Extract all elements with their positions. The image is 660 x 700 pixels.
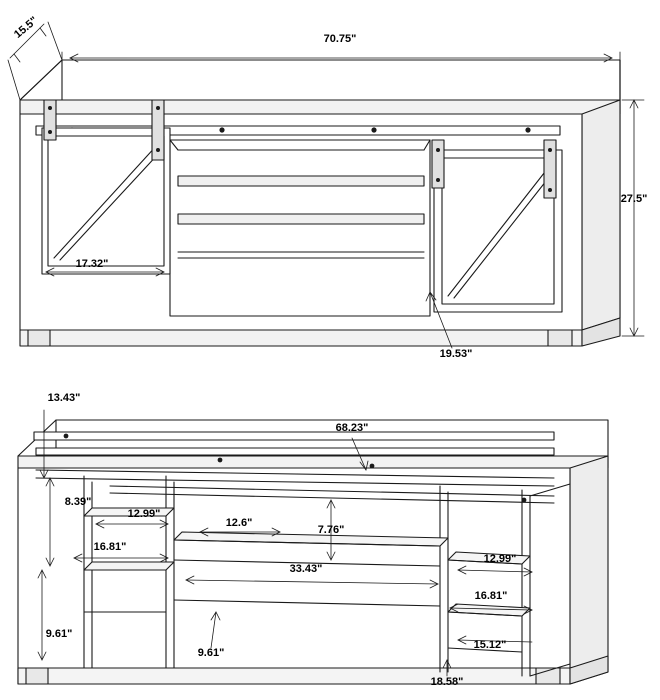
dim-depth: 15.5" <box>12 14 41 41</box>
dim-top-rail-length: 68.23" <box>335 422 369 434</box>
dim-center-bottom-height: 9.61" <box>197 647 225 659</box>
dim-right-lower-shelf-width: 16.81" <box>474 590 508 602</box>
dim-left-upper-shelf-height: 8.39" <box>64 496 92 508</box>
dim-center-opening-width: 19.53" <box>439 348 473 360</box>
dim-center-opening-length: 33.43" <box>289 563 323 575</box>
dim-right-compartment-height: 18.58" <box>430 676 464 688</box>
dim-center-shelf-height: 7.76" <box>317 524 345 536</box>
dim-door-width: 17.32" <box>75 258 109 270</box>
dim-right-lower-height: 15.12" <box>473 639 507 651</box>
dim-left-lower-shelf-width: 16.81" <box>93 541 127 553</box>
top-unit-group <box>20 60 620 346</box>
dim-side-compartment-height: 13.43" <box>47 392 81 404</box>
dim-center-upper-height: 12.6" <box>225 517 253 529</box>
dim-overall-width: 70.75" <box>323 33 357 45</box>
dim-right-shelf-width: 12.99" <box>483 553 517 565</box>
dim-overall-height: 27.5" <box>620 193 648 205</box>
dim-left-bottom-height: 9.61" <box>45 628 73 640</box>
dim-left-shelf-width: 12.99" <box>127 508 161 520</box>
